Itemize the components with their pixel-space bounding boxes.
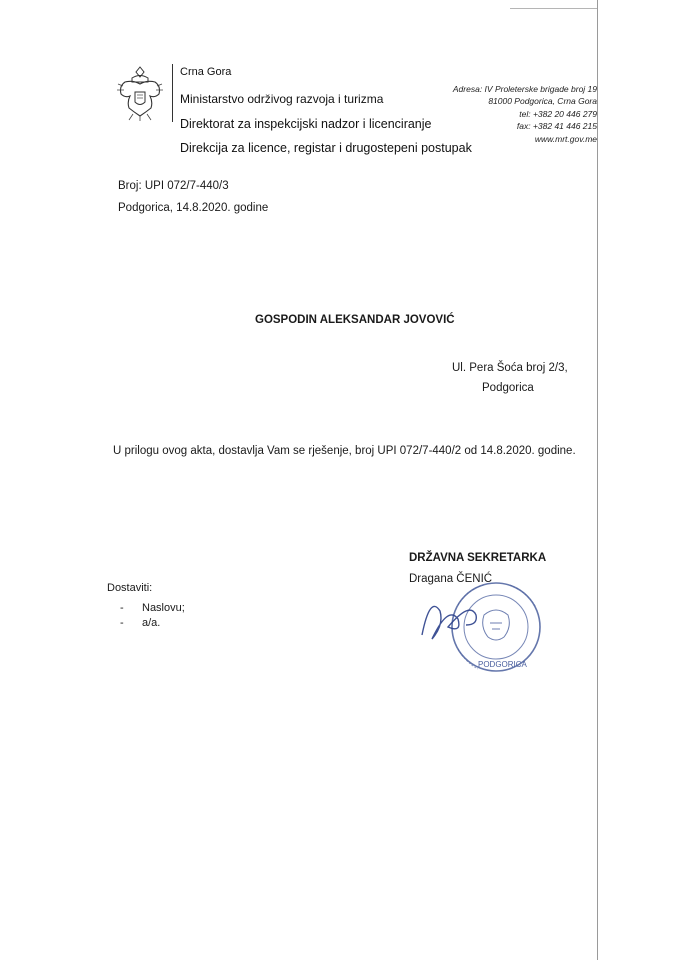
letterhead-directorate: Direktorat za inspekcijski nadzor i licenciranje xyxy=(180,117,432,131)
reference-date: Podgorica, 14.8.2020. godine xyxy=(118,202,269,214)
letterhead-country: Crna Gora xyxy=(180,66,232,78)
header-divider xyxy=(172,64,173,122)
signatory-name: Dragana ČENIĆ xyxy=(409,573,493,585)
contact-city: 81000 Podgorica, Crna Gora xyxy=(488,96,597,106)
signatory-title: DRŽAVNA SEKRETARKA xyxy=(409,552,547,564)
scan-edge-line xyxy=(597,0,598,960)
letterhead-ministry: Ministarstvo održivog razvoja i turizma xyxy=(180,92,384,106)
contact-web: www.mrt.gov.me xyxy=(534,134,597,144)
contact-tel: tel: +382 20 446 279 xyxy=(519,109,597,119)
recipient-street: Ul. Pera Šoća broj 2/3, xyxy=(452,362,568,374)
letterhead-division: Direkcija za licence, registar i drugostepeni postupak xyxy=(180,141,472,155)
recipient-name: GOSPODIN ALEKSANDAR JOVOVIĆ xyxy=(255,314,455,326)
official-stamp xyxy=(418,575,558,685)
distribution-item: a/a. xyxy=(142,617,161,629)
letter-body: U prilogu ovog akta, dostavlja Vam se rješenje, broj UPI 072/7-440/2 od 14.8.2020. godine. xyxy=(113,445,576,457)
scan-edge-line xyxy=(510,8,598,9)
coat-of-arms-icon xyxy=(115,64,165,122)
distribution-item: Naslovu; xyxy=(142,602,185,614)
distribution-dash: - xyxy=(120,617,124,629)
distribution-dash: - xyxy=(120,602,124,614)
reference-number: Broj: UPI 072/7-440/3 xyxy=(118,180,229,192)
stamp-text: PODGORICA xyxy=(478,660,527,669)
distribution-label: Dostaviti: xyxy=(107,582,153,594)
recipient-city: Podgorica xyxy=(482,382,534,394)
contact-address: Adresa: IV Proleterske brigade broj 19 xyxy=(452,84,597,94)
contact-fax: fax: +382 41 446 215 xyxy=(516,121,597,131)
